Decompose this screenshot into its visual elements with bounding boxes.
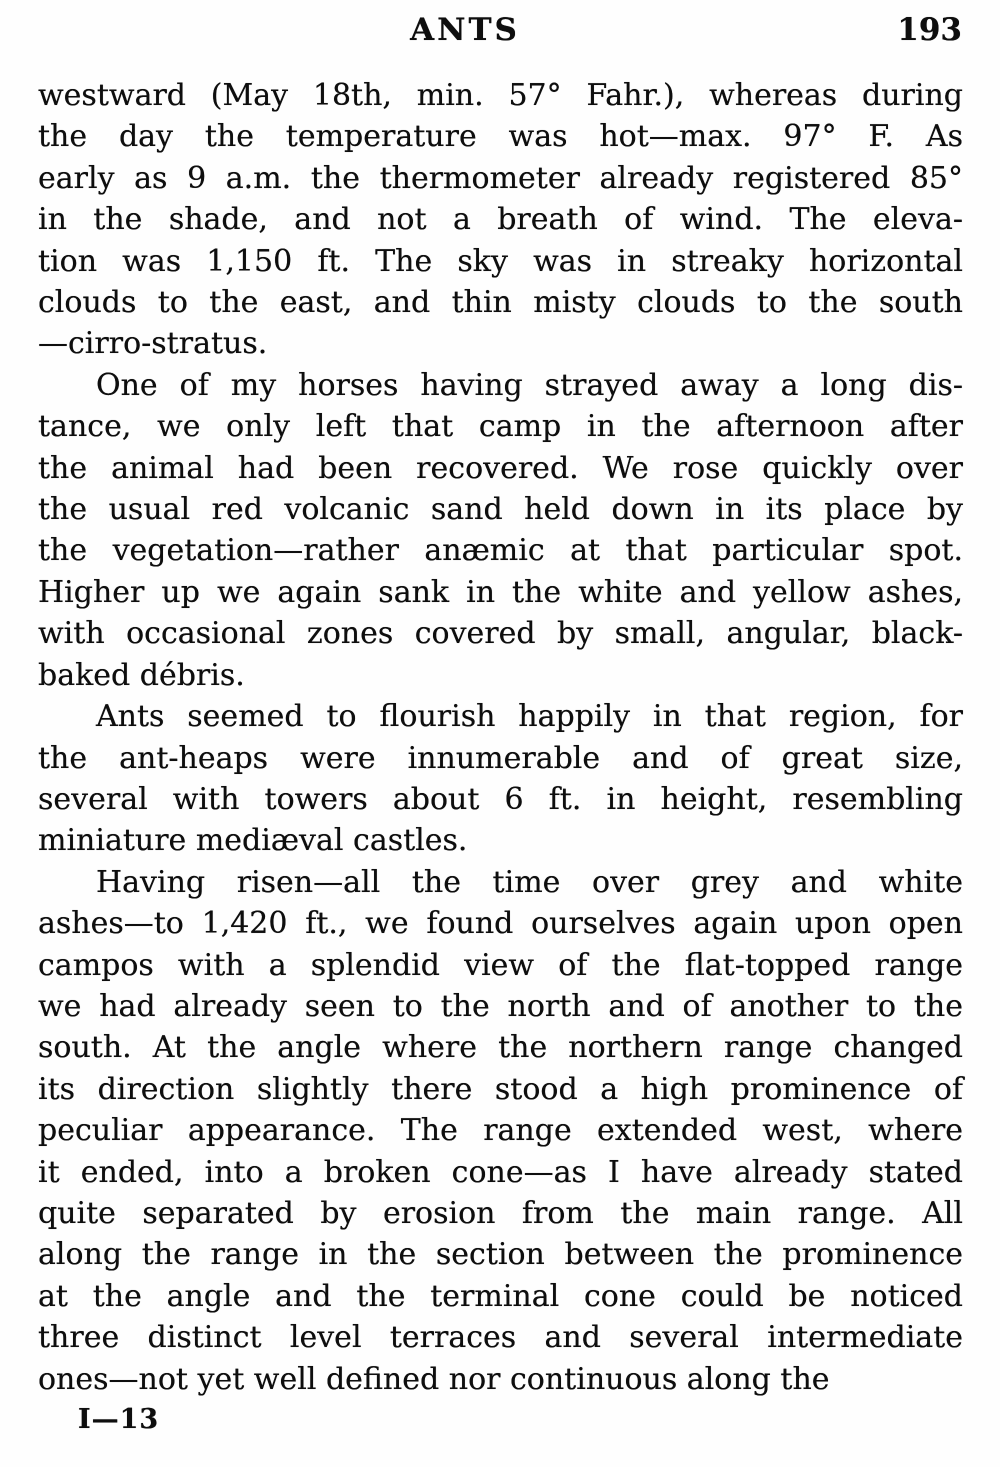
text-line: Ants seemed to flourish happily in that region, for xyxy=(96,699,963,735)
text-line: three distinct level terraces and several intermediate xyxy=(38,1320,963,1356)
page-body xyxy=(38,75,963,1400)
printer-signature-mark: I—13 xyxy=(78,1404,160,1435)
text-line: it ended, into a broken cone—as I have already stated xyxy=(38,1154,963,1190)
text-line: early as 9 a.m. the thermometer already registered 85° xyxy=(38,160,963,196)
text-line: in the shade, and not a breath of wind. The eleva- xyxy=(38,202,963,238)
text-line: along the range in the section between the prominence xyxy=(38,1237,963,1273)
text-line: the usual red volcanic sand held down in its place by xyxy=(38,492,963,528)
text-line: tion was 1,150 ft. The sky was in streaky horizontal xyxy=(38,243,963,279)
text-line: quite separated by erosion from the main range. All xyxy=(38,1195,963,1231)
text-line: clouds to the east, and thin misty clouds to the south xyxy=(38,285,963,321)
text-line: —cirro-stratus. xyxy=(38,326,268,362)
text-line: One of my horses having strayed away a long dis- xyxy=(96,367,963,403)
text-line: ashes—to 1,420 ft., we found ourselves again upon open xyxy=(38,906,963,942)
text-line: westward (May 18th, min. 57° Fahr.), whereas during xyxy=(38,78,963,113)
paragraph xyxy=(38,365,963,696)
text-line: the ant-heaps were innumerable and of great size, xyxy=(38,740,963,776)
text-line: at the angle and the terminal cone could be noticed xyxy=(38,1278,963,1314)
text-line: Having risen—all the time over grey and white xyxy=(96,864,963,900)
text-line: ones—not yet well defined nor continuous along the xyxy=(38,1361,830,1397)
text-line: the animal had been recovered. We rose quickly over xyxy=(38,450,963,486)
paragraph xyxy=(38,696,963,862)
paragraph xyxy=(38,862,963,1400)
text-line: miniature mediæval castles. xyxy=(38,823,468,859)
page-title: ANTS xyxy=(410,12,520,48)
text-line: its direction slightly there stood a high prominence of xyxy=(38,1071,963,1107)
text-line: the day the temperature was hot—max. 97° F. As xyxy=(38,119,963,155)
text-line: with occasional zones covered by small, angular, black- xyxy=(38,616,963,652)
text-line: south. At the angle where the northern range changed xyxy=(38,1030,963,1066)
text-line: Higher up we again sank in the white and yellow ashes, xyxy=(38,574,963,610)
text-line: the vegetation—rather anæmic at that particular spot. xyxy=(38,533,963,569)
text-line: baked débris. xyxy=(38,657,245,693)
text-line: tance, we only left that camp in the afternoon after xyxy=(38,409,963,445)
running-head xyxy=(38,12,962,58)
text-line: we had already seen to the north and of another to the xyxy=(38,988,963,1024)
paragraph xyxy=(38,75,963,365)
text-line: several with towers about 6 ft. in height, resembling xyxy=(38,781,963,817)
page-number: 193 xyxy=(897,12,962,48)
text-line: campos with a splendid view of the flat-topped range xyxy=(38,947,963,983)
text-line: peculiar appearance. The range extended west, where xyxy=(38,1113,963,1149)
